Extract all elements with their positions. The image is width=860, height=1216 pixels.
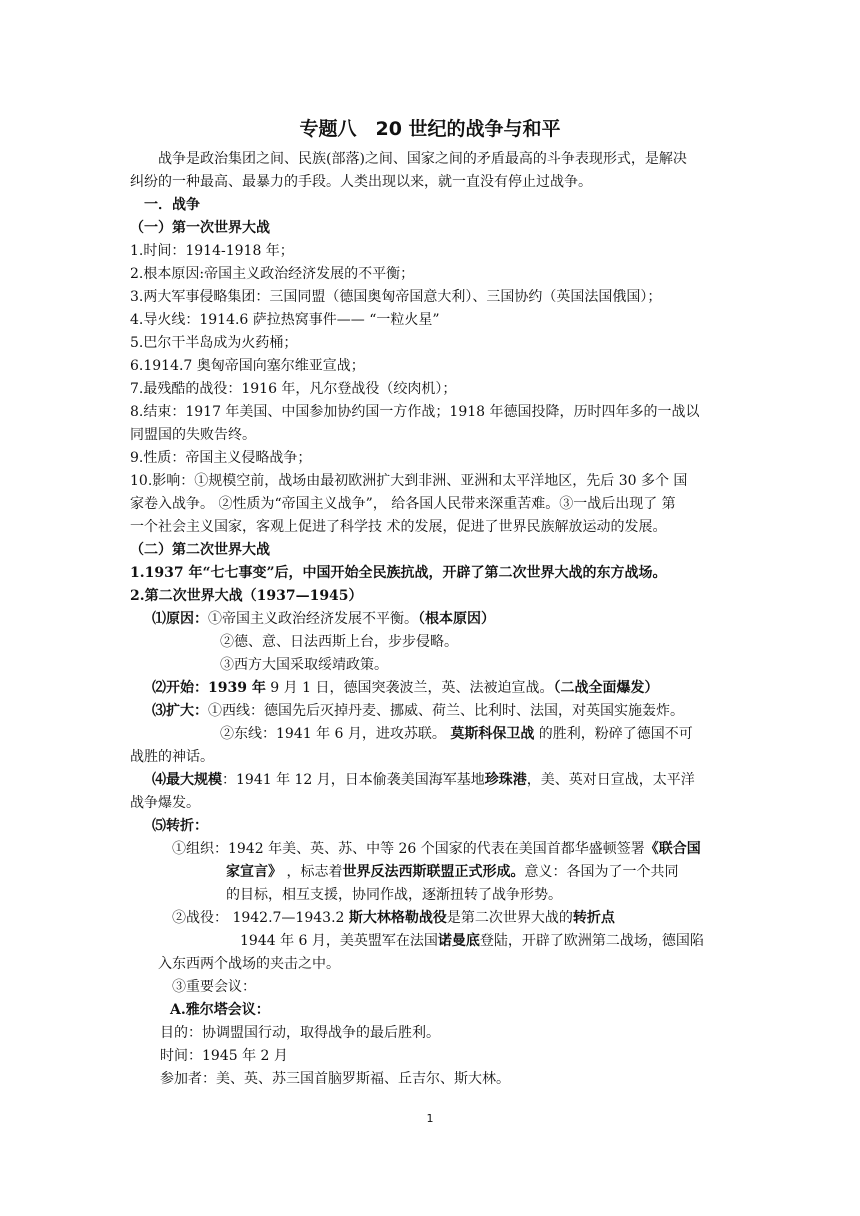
yalta-purpose: 目的：协调盟国行动，取得战争的最后胜利。 <box>160 1025 440 1041</box>
org-mid: ，标志着 <box>282 864 343 880</box>
start-label: ⑵开始： <box>152 680 208 696</box>
yalta-heading: A.雅尔塔会议： <box>170 1002 270 1018</box>
yalta-time: 时间：1945 年 2 月 <box>160 1048 288 1064</box>
max-bold: 珍珠港 <box>484 772 527 788</box>
ww1-item-impact-2: 家卷入战争。 ②性质为“帝国主义战争”， 给各国人民带来深重苦难。③一战后出现了 第 <box>130 496 676 512</box>
ww1-heading: （一）第一次世界大战 <box>130 220 270 236</box>
ww1-item-cause: 2.根本原因:帝国主义政治经济发展的不平衡； <box>130 266 415 282</box>
ww2-org-line-2 <box>130 861 730 884</box>
ww2-org-line-1 <box>130 838 730 861</box>
ww2-battle-line-1 <box>130 907 730 930</box>
cause-1-note: （根本原因） <box>418 611 495 627</box>
org-bold-3: 世界反法西斯联盟正式形成。 <box>342 864 525 880</box>
ww2-max-line-1 <box>130 769 730 792</box>
max-label: ⑷最大规模 <box>152 772 222 788</box>
ww2-expand-line-2 <box>130 723 730 746</box>
cause-label: ⑴原因： <box>152 611 208 627</box>
ww2-org-line-3: 的目标，相互支援，协同作战，逐渐扭转了战争形势。 <box>226 887 562 903</box>
expand-label: ⑶扩大： <box>152 703 208 719</box>
org-bold-1: 《联合国 <box>644 841 701 857</box>
ww2-start-line <box>130 677 730 700</box>
org-pre: ①组织：1942 年美、英、苏、中等 26 个国家的代表在美国首都华盛顿签署 <box>172 841 645 857</box>
ww2-item-east-front: 1.1937 年“七七事变”后，中国开始全民族抗战，开辟了第二次世界大战的东方战场。 <box>130 565 667 581</box>
battle2-post: 登陆，开辟了欧洲第二战场，德国陷 <box>479 933 704 949</box>
max-post: ，美、英对日宣战，太平洋 <box>526 772 695 788</box>
org-post: 意义：各国为了一个共同 <box>524 864 679 880</box>
ww1-item-impact: 10.影响：①规模空前，战场由最初欧洲扩大到非洲、亚洲和太平洋地区，先后 30 多个 国 <box>130 473 688 489</box>
ww2-cause-3: ③西方大国采取绥靖政策。 <box>220 657 388 673</box>
battle-bold-2: 转折点 <box>572 910 615 926</box>
expand-west: ①西线：德国先后灭掉丹麦、挪威、荷兰、比利时、法国，对英国实施轰炸。 <box>208 703 684 719</box>
start-text: 9 月 1 日，德国突袭波兰，英、法被迫宣战。 <box>265 680 554 696</box>
ww1-item-end-cont: 同盟国的失败告终。 <box>130 427 256 443</box>
battle-pre: ②战役： 1942.7—1943.2 <box>172 910 349 926</box>
ww2-heading: （二）第二次世界大战 <box>130 542 270 558</box>
intro-line-1: 战争是政治集团之间、民族(部落)之间、国家之间的矛盾最高的斗争表现形式，是解决 <box>158 151 687 167</box>
ww1-item-end: 8.结束：1917 年美国、中国参加协约国一方作战；1918 年德国投降，历时四年多的一战以 <box>130 404 700 420</box>
battle-bold: 斯大林格勒战役 <box>348 910 447 926</box>
ww1-item-impact-3: 一个社会主义国家，客观上促进了科学技 术的发展，促进了世界民族解放运动的发展。 <box>130 519 667 535</box>
ww2-max-line-2: 战争爆发。 <box>130 795 200 811</box>
ww1-item-nature: 9.性质：帝国主义侵略战争； <box>130 450 312 466</box>
ww1-item-balkans: 5.巴尔干半岛成为火药桶； <box>130 335 298 351</box>
ww2-expand-line-1 <box>130 700 730 723</box>
cause-1: ①帝国主义政治经济发展不平衡。 <box>208 611 418 627</box>
ww2-cause-2: ②德、意、日法西斯上台，步步侵略。 <box>220 634 458 650</box>
org-bold-2: 家宣言》 <box>226 864 282 880</box>
yalta-participants: 参加者：美、英、苏三国首脑罗斯福、丘吉尔、斯大林。 <box>160 1071 510 1087</box>
page-title: 专题八 20 世纪的战争与和平 <box>299 118 561 140</box>
start-year: 1939 年 <box>208 680 266 696</box>
ww2-battle-line-2 <box>130 930 730 953</box>
battle-mid: 是第二次世界大战的 <box>446 910 573 926</box>
ww1-item-declaration: 6.1914.7 奥匈帝国向塞尔维亚宣战； <box>130 358 365 374</box>
ww1-item-time: 1.时间：1914-1918 年； <box>130 243 294 259</box>
ww1-item-verdun: 7.最残酷的战役：1916 年，凡尔登战役（绞肉机）； <box>130 381 457 397</box>
document-body <box>130 148 730 1091</box>
section-heading-war: 一．战争 <box>144 197 200 213</box>
page-number: 1 <box>426 1112 434 1125</box>
ww1-item-trigger: 4.导火线：1914.6 萨拉热窝事件—— “一粒火星” <box>130 312 440 328</box>
ww1-item-blocs: 3.两大军事侵略集团：三国同盟（德国奥匈帝国意大利）、三国协约（英国法国俄国）； <box>130 289 662 305</box>
start-note: （二战全面爆发） <box>553 680 659 696</box>
ww2-turn-label: ⑸转折： <box>152 818 208 834</box>
expand-east-pre: ②东线：1941 年 6 月，进攻苏联。 <box>220 726 451 742</box>
battle2-pre: 1944 年 6 月，美英盟军在法国 <box>240 933 438 949</box>
intro-line-2: 纠纷的一种最高、最暴力的手段。人类出现以来，就一直没有停止过战争。 <box>130 174 592 190</box>
battle2-bold: 诺曼底 <box>437 933 480 949</box>
ww2-meetings: ③重要会议： <box>172 979 256 995</box>
ww2-expand-line-3: 战胜的神话。 <box>130 749 214 765</box>
expand-east-bold: 莫斯科保卫战 <box>450 726 535 742</box>
ww2-cause-line-1 <box>130 608 730 631</box>
ww2-battle-line-3: 入东西两个战场的夹击之中。 <box>158 956 340 972</box>
ww2-item-title: 2.第二次世界大战（1937—1945） <box>130 588 363 604</box>
expand-east-post: 的胜利，粉碎了德国不可 <box>534 726 693 742</box>
max-pre: ：1941 年 12 月，日本偷袭美国海军基地 <box>222 772 485 788</box>
